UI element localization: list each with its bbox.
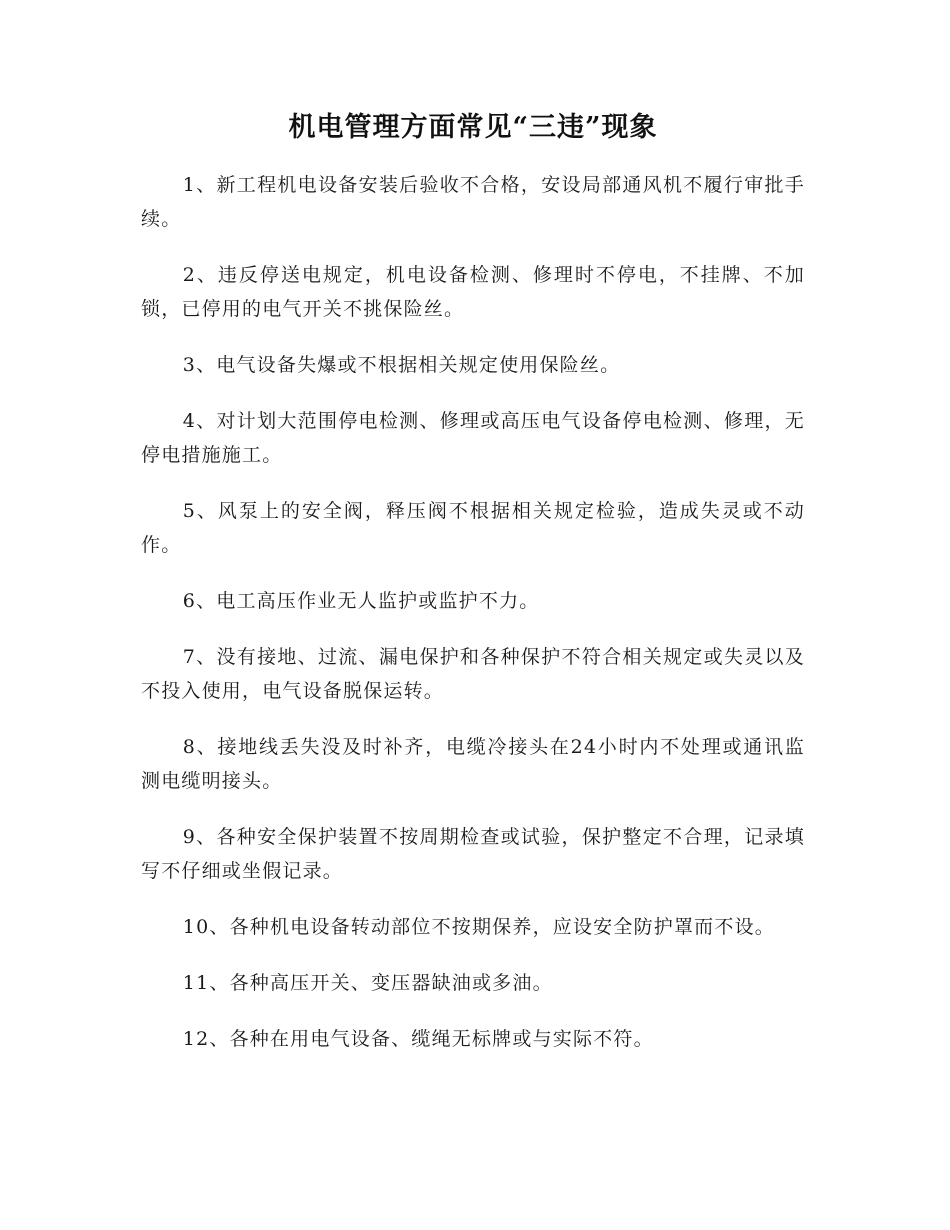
- list-item: 2、违反停送电规定，机电设备检测、修理时不停电，不挂牌、不加锁，已停用的电气开关不挑保险丝。: [141, 264, 805, 320]
- list-item: 3、电气设备失爆或不根据相关规定使用保险丝。: [182, 354, 621, 376]
- list-item: 8、接地线丢失没及时补齐，电缆冷接头在24小时内不处理或通讯监测电缆明接头。: [141, 736, 805, 792]
- list-item: 9、各种安全保护装置不按周期检查或试验，保护整定不合理，记录填写不仔细或坐假记录。: [141, 826, 805, 882]
- document-title: 机电管理方面常见“三违”现象: [288, 112, 658, 143]
- list-item: 1、新工程机电设备安装后验收不合格，安设局部通风机不履行审批手续。: [141, 174, 805, 230]
- list-item: 10、各种机电设备转动部位不按期保养，应设安全防护罩而不设。: [182, 916, 775, 938]
- list-item: 4、对计划大范围停电检测、修理或高压电气设备停电检测、修理，无停电措施施工。: [141, 410, 805, 466]
- list-item: 5、风泵上的安全阀，释压阀不根据相关规定检验，造成失灵或不动作。: [141, 500, 805, 556]
- list-item: 6、电工高压作业无人监护或监护不力。: [182, 590, 540, 612]
- document-body: [141, 168, 805, 1078]
- list-item: 7、没有接地、过流、漏电保护和各种保护不符合相关规定或失灵以及不投入使用，电气设备脱保运转。: [141, 646, 805, 702]
- list-item: 12、各种在用电气设备、缆绳无标牌或与实际不符。: [182, 1028, 654, 1050]
- list-item: 11、各种高压开关、变压器缺油或多油。: [182, 972, 553, 994]
